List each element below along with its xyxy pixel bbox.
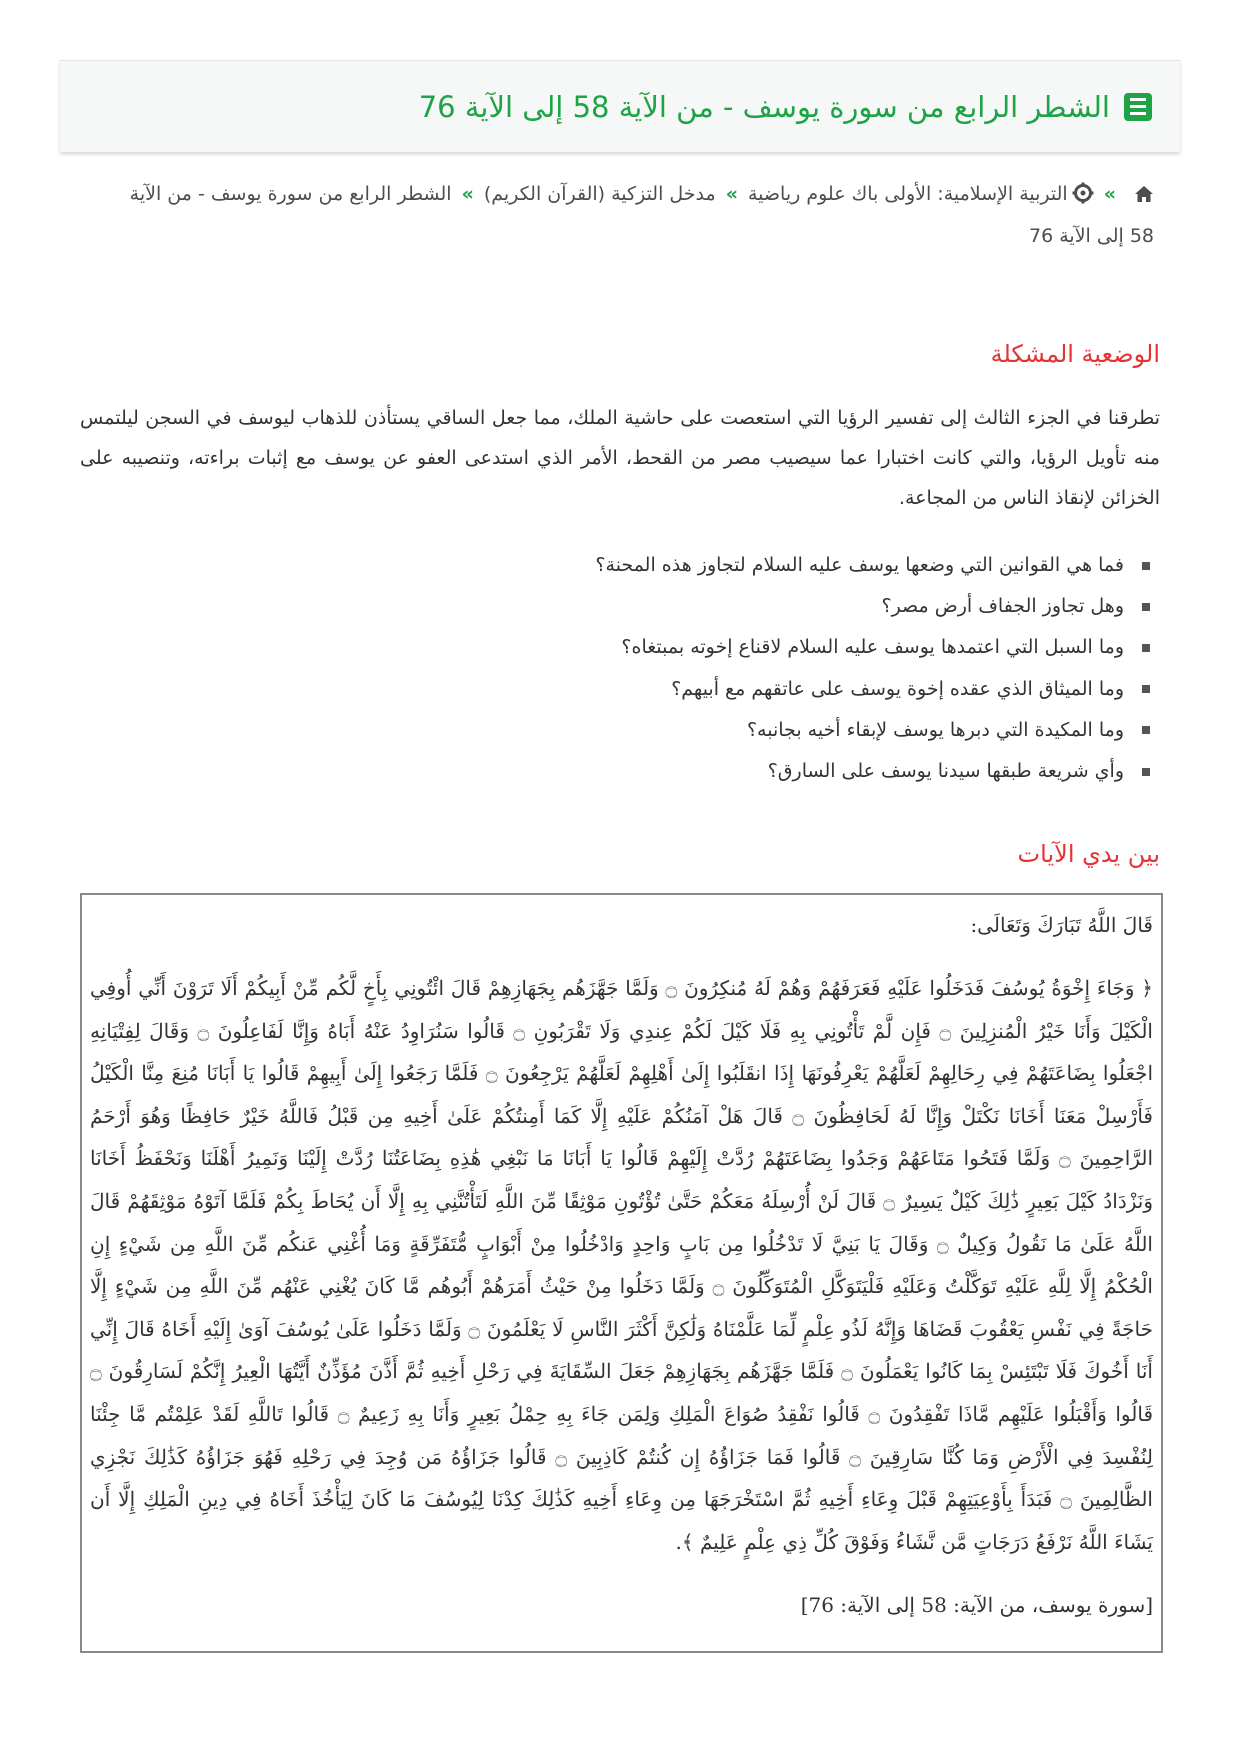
gear-icon [1072,179,1094,217]
bullet-icon [1142,726,1150,734]
problem-section-heading: الوضعية المشكلة [990,340,1160,368]
verses-text: ﴿ وَجَاءَ إِخْوَةُ يُوسُفَ فَدَخَلُوا عَلَيْهِ فَعَرَفَهُمْ وَهُمْ لَهُ مُنكِرُونَ ۝ وَلَمَّا جَهَّزَهُم بِجَهَازِهِمْ قَالَ ائْتُونِي بِأَخٍ لَّكُم مِّنْ أَبِيكُمْ أَلَا تَرَوْنَ أَنِّي أُوفِي الْكَيْلَ وَأَنَا خَيْرُ الْمُنزِلِينَ ۝ فَإِن لَّمْ تَأْتُونِي بِهِ فَلَا كَيْلَ لَكُمْ عِندِي وَلَا تَقْرَبُونِ ۝ قَالُوا سَنُرَاوِدُ عَنْهُ أَبَاهُ وَإِنَّا لَفَاعِلُونَ ۝ وَقَالَ لِفِتْيَانِهِ اجْعَلُوا بِضَاعَتَهُمْ فِي رِحَالِهِمْ لَعَلَّهُمْ يَعْرِفُونَهَا إِذَا انقَلَبُوا إِلَىٰ أَهْلِهِمْ لَعَلَّهُمْ يَرْجِعُونَ ۝ فَلَمَّا رَجَعُوا إِلَىٰ أَبِيهِمْ قَالُوا يَا أَبَانَا مُنِعَ مِنَّا الْكَيْلُ فَأَرْسِلْ مَعَنَا أَخَانَا نَكْتَلْ وَإِنَّا لَهُ لَحَافِظُونَ ۝ قَالَ هَلْ آمَنُكُمْ عَلَيْهِ إِلَّا كَمَا أَمِنتُكُمْ عَلَىٰ أَخِيهِ مِن قَبْلُ فَاللَّهُ خَيْرٌ حَافِظًا وَهُوَ أَرْحَمُ الرَّاحِمِينَ ۝ وَلَمَّا فَتَحُوا مَتَاعَهُمْ وَجَدُوا بِضَاعَتَهُمْ رُدَّتْ إِلَيْهِمْ قَالُوا يَا أَبَانَا مَا نَبْغِي هَٰذِهِ بِضَاعَتُنَا رُدَّتْ إِلَيْنَا وَنَمِيرُ أَهْلَنَا وَنَحْفَظُ أَخَانَا وَنَزْدَادُ كَيْلَ بَعِيرٍ ذَٰلِكَ كَيْلٌ يَسِيرٌ ۝ قَالَ لَنْ أُرْسِلَهُ مَعَكُمْ حَتَّىٰ تُؤْتُونِ مَوْثِقًا مِّنَ اللَّهِ لَتَأْتُنَّنِي بِهِ إِلَّا أَن يُحَاطَ بِكُمْ فَلَمَّا آتَوْهُ مَوْثِقَهُمْ قَالَ اللَّهُ عَلَىٰ مَا نَقُولُ وَكِيلٌ ۝ وَقَالَ يَا بَنِيَّ لَا تَدْخُلُوا مِن بَابٍ وَاحِدٍ وَادْخُلُوا مِنْ أَبْوَابٍ مُّتَفَرِّقَةٍ وَمَا أُغْنِي عَنكُم مِّنَ اللَّهِ مِن شَيْءٍ إِنِ الْحُكْمُ إِلَّا لِلَّهِ عَلَيْهِ تَوَكَّلْتُ وَعَلَيْهِ فَلْيَتَوَكَّلِ الْمُتَوَكِّلُونَ ۝ وَلَمَّا دَخَلُوا مِنْ حَيْثُ أَمَرَهُمْ أَبُوهُم مَّا كَانَ يُغْنِي عَنْهُم مِّنَ اللَّهِ مِن شَيْءٍ إِلَّا حَاجَةً فِي نَفْسِ يَعْقُوبَ قَضَاهَا وَإِنَّهُ لَذُو عِلْمٍ لِّمَا عَلَّمْنَاهُ وَلَٰكِنَّ أَكْثَرَ النَّاسِ لَا يَعْلَمُونَ ۝ وَلَمَّا دَخَلُوا عَلَىٰ يُوسُفَ آوَىٰ إِلَيْهِ أَخَاهُ قَالَ إِنِّي أَنَا أَخُوكَ فَلَا تَبْتَئِسْ بِمَا كَانُوا يَعْمَلُونَ ۝ فَلَمَّا جَهَّزَهُم بِجَهَازِهِمْ جَعَلَ السِّقَايَةَ فِي رَحْلِ أَخِيهِ ثُمَّ أَذَّنَ مُؤَذِّنٌ أَيَّتُهَا الْعِيرُ إِنَّكُمْ لَسَارِقُونَ ۝ قَالُوا وَأَقْبَلُوا عَلَيْهِم مَّاذَا تَفْقِدُونَ ۝ قَالُوا نَفْقِدُ صُوَاعَ الْمَلِكِ وَلِمَن جَاءَ بِهِ حِمْلُ بَعِيرٍ وَأَنَا بِهِ زَعِيمٌ ۝ قَالُوا تَاللَّهِ لَقَدْ عَلِمْتُم مَّا جِئْنَا لِنُفْسِدَ فِي الْأَرْضِ وَمَا كُنَّا سَارِقِينَ ۝ قَالُوا فَمَا جَزَاؤُهُ إِن كُنتُمْ كَاذِبِينَ ۝ قَالُوا جَزَاؤُهُ مَن وُجِدَ فِي رَحْلِهِ فَهُوَ جَزَاؤُهُ كَذَٰلِكَ نَجْزِي الظَّالِمِينَ ۝ فَبَدَأَ بِأَوْعِيَتِهِمْ قَبْلَ وِعَاءِ أَخِيهِ ثُمَّ اسْتَخْرَجَهَا مِن وِعَاءِ أَخِيهِ كَذَٰلِكَ كِدْنَا لِيُوسُفَ مَا كَانَ لِيَأْخُذَ أَخَاهُ فِي دِينِ الْمَلِكِ إِلَّا أَن يَشَاءَ اللَّهُ نَرْفَعُ دَرَجَاتٍ مَّن نَّشَاءُ وَفَوْقَ كُلِّ ذِي عِلْمٍ عَلِيمٌ ﴾. [90,976,1154,1554]
list-item [80,669,1160,710]
list-item [80,545,1160,586]
list-item [80,627,1160,668]
question-text: وهل تجاوز الجفاف أرض مصر؟ [881,595,1124,618]
questions-list [80,545,1160,792]
document-icon [1124,93,1152,121]
problem-paragraph: تطرقنا في الجزء الثالث إلى تفسير الرؤيا التي استعصت على حاشية الملك، مما جعل الساقي يستأذن للذهاب ليوسف في السجن ليلتمس منه تأويل الرؤيا، والتي كانت اختبارا عما سيصيب مصر من القحط، الأمر الذي استدعى العفو عن يوسف مع إثبات براءته، وتنصيبه على الخزائن لإنقاذ الناس من المجاعة. [80,407,1160,509]
question-text: فما هي القوانين التي وضعها يوسف عليه السلام لتجاوز هذه المحنة؟ [595,554,1124,576]
breadcrumb-separator: » [725,183,738,205]
breadcrumb-item-current: الشطر الرابع من سورة يوسف - من الآية 58 إلى الآية 76 [129,183,1154,247]
list-item [80,751,1160,792]
breadcrumb-item-course[interactable]: التربية الإسلامية: الأولى باك علوم رياضية [747,183,1068,205]
bullet-icon [1142,644,1150,652]
breadcrumb [109,175,1154,255]
question-text: وما الميثاق الذي عقده إخوة يوسف على عاتقهم مع أبيهم؟ [671,677,1124,700]
bullet-icon [1142,562,1150,570]
verses-section-heading: بين يدي الآيات [1017,840,1160,868]
breadcrumb-separator: » [1103,183,1116,205]
breadcrumb-item-unit[interactable]: مدخل التزكية (القرآن الكريم) [483,183,716,205]
bullet-icon [1142,685,1150,693]
verses-source: [سورة يوسف، من الآية: 58 إلى الآية: 76] [800,1593,1153,1618]
question-text: وأي شريعة طبقها سيدنا يوسف على السارق؟ [767,759,1124,782]
question-text: وما السبل التي اعتمدها يوسف عليه السلام لاقناع إخوته بمبتغاه؟ [621,636,1124,659]
bullet-icon [1142,768,1150,776]
page-title: الشطر الرابع من سورة يوسف - من الآية 58 إلى الآية 76 [418,89,1110,124]
list-item [80,710,1160,751]
bullet-icon [1142,603,1150,611]
home-icon[interactable] [1134,178,1154,216]
verses-intro: قَالَ اللَّهُ تَبَارَكَ وَتَعَالَى: [970,913,1153,937]
breadcrumb-separator: » [461,183,474,205]
title-card [60,60,1180,152]
question-text: وما المكيدة التي دبرها يوسف لإبقاء أخيه بجانبه؟ [746,718,1124,741]
verses-box [80,893,1163,1653]
list-item [80,586,1160,627]
